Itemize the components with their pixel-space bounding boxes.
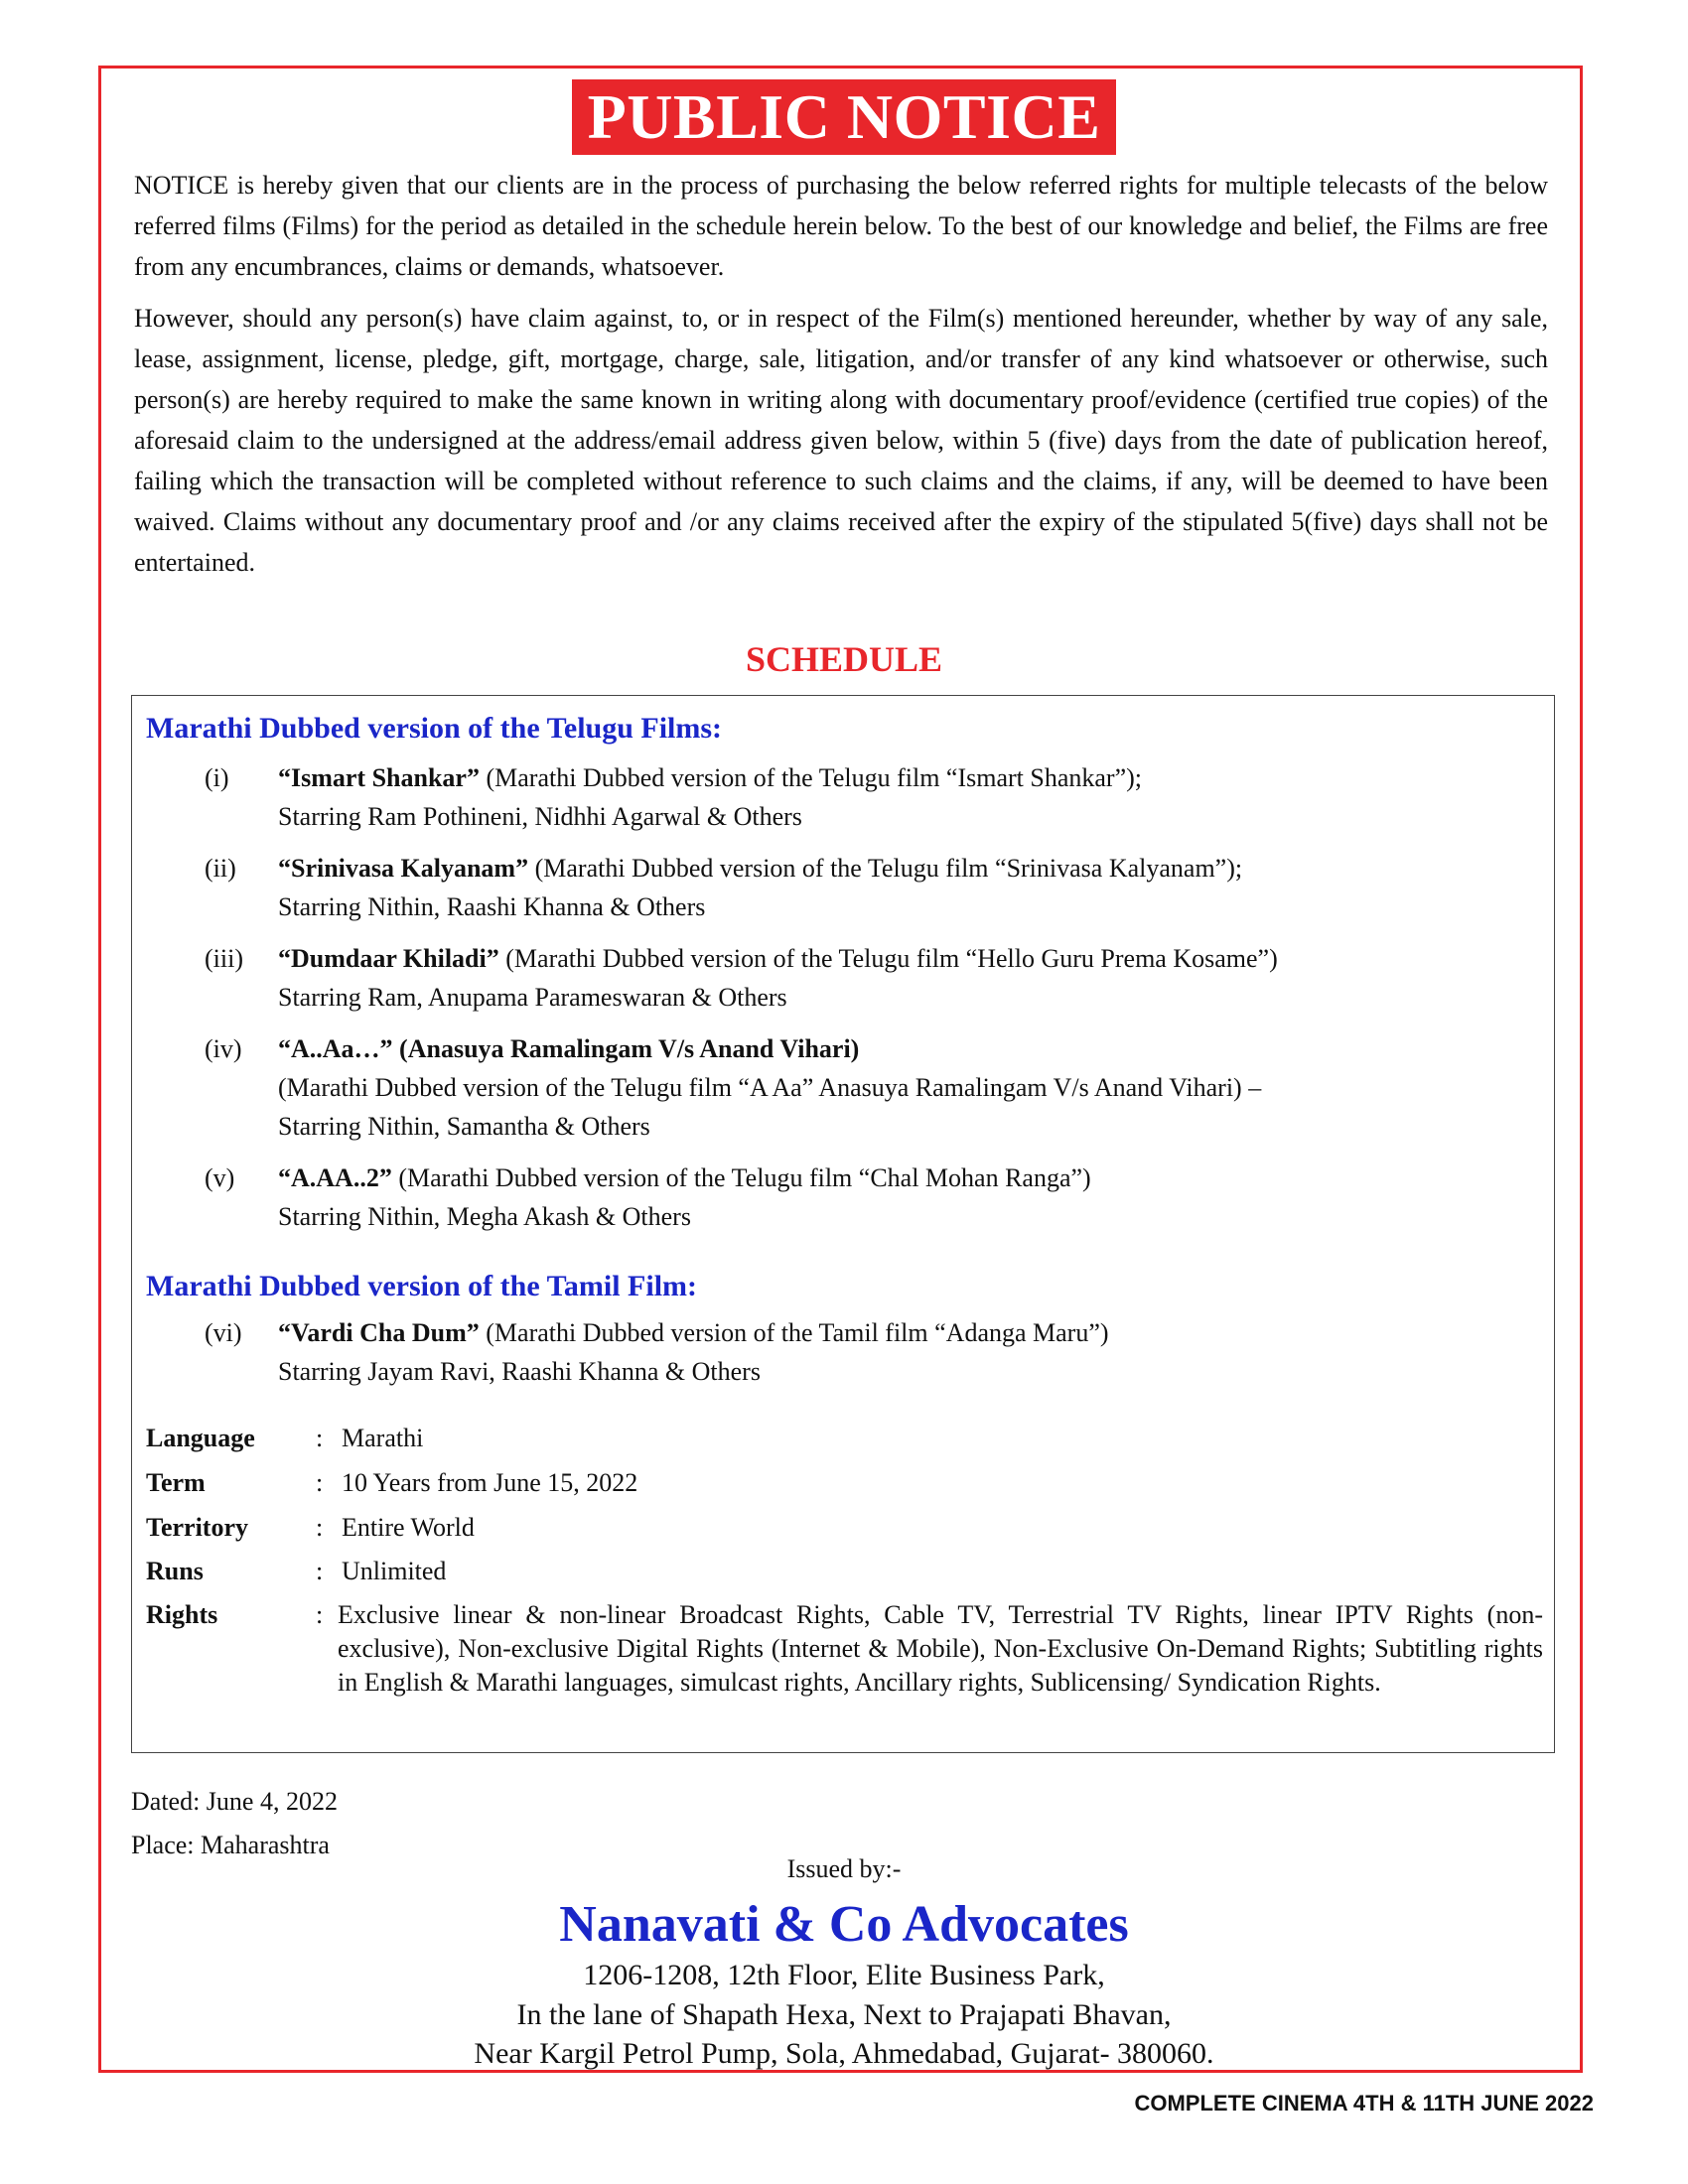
issued-by-label: Issued by:- [786,1854,902,1883]
item-number: (ii) [205,854,236,883]
rights-label: Rights [146,1600,218,1629]
publication-line: COMPLETE CINEMA 4TH & 11TH JUNE 2022 [1134,2091,1594,2116]
runs-value: Unlimited [342,1557,447,1585]
territory-label: Territory [146,1513,248,1542]
term-label: Term [146,1468,206,1497]
language-value: Marathi [342,1424,424,1452]
film-cast: Starring Ram Pothineni, Nidhhi Agarwal & Others [278,802,802,831]
address-line-2: In the lane of Shapath Hexa, Next to Prajapati Bhavan, [516,1998,1172,2031]
telugu-films-heading: Marathi Dubbed version of the Telugu Films: [146,712,723,745]
title-container [0,79,1688,155]
runs-label: Runs [146,1557,204,1585]
dated-line: Dated: June 4, 2022 [131,1787,338,1816]
film-description: (Marathi Dubbed version of the Telugu film “Srinivasa Kalyanam”); [528,854,1243,883]
film-cast: Starring Jayam Ravi, Raashi Khanna & Others [278,1357,761,1386]
item-number: (iv) [205,1034,242,1063]
colon: : [316,1557,324,1585]
tamil-film-heading: Marathi Dubbed version of the Tamil Film: [146,1270,698,1302]
colon: : [316,1468,324,1497]
item-number: (iii) [205,944,243,973]
film-title: “Vardi Cha Dum” [278,1318,480,1347]
film-title: “Dumdaar Khiladi” [278,944,499,973]
film-title: “A..Aa…” (Anasuya Ramalingam V/s Anand Vihari) [278,1034,860,1063]
notice-paragraph-1: NOTICE is hereby given that our clients are in the process of purchasing the below referred rights for multiple telecasts of the below referred films (Films) for the period as detailed in the schedule herein below. To the best of our knowledge and belief, the Films are free from any encumbrances, claims or demands, whatsoever. [134,171,1548,281]
address-line-1: 1206-1208, 12th Floor, Elite Business Park, [583,1959,1105,1991]
film-description: (Marathi Dubbed version of the Tamil film “Adanga Maru”) [479,1318,1109,1347]
film-description: (Marathi Dubbed version of the Telugu film “Ismart Shankar”); [479,763,1142,792]
colon: : [316,1600,324,1629]
public-notice-title: PUBLIC NOTICE [572,79,1117,155]
colon: : [316,1513,324,1542]
film-cast: Starring Nithin, Megha Akash & Others [278,1202,691,1231]
film-description: (Marathi Dubbed version of the Telugu film “A Aa” Anasuya Ramalingam V/s Anand Vihari) – [278,1073,1262,1102]
law-firm-name: Nanavati & Co Advocates [559,1896,1129,1953]
rights-value: Exclusive linear & non-linear Broadcast Rights, Cable TV, Terrestrial TV Rights, linear IPTV Rights (non-exclusive), Non-exclusive Digital Rights (Internet & Mobile), Non-Exclusive On-Demand Rights; Subtitling rights in English & Marathi languages, simulcast rights, Ancillary rights, Sublicensing/ Syndication Rights. [338,1600,1543,1697]
item-number: (vi) [205,1318,242,1347]
item-number: (i) [205,763,229,792]
film-cast: Starring Ram, Anupama Parameswaran & Others [278,983,787,1012]
film-cast: Starring Nithin, Raashi Khanna & Others [278,892,706,921]
film-cast: Starring Nithin, Samantha & Others [278,1112,650,1141]
place-line: Place: Maharashtra [131,1831,330,1859]
item-number: (v) [205,1163,235,1192]
colon: : [316,1424,324,1452]
film-title: “A.AA..2” [278,1163,392,1192]
film-description: (Marathi Dubbed version of the Telugu film “Hello Guru Prema Kosame”) [498,944,1278,973]
film-description: (Marathi Dubbed version of the Telugu film “Chal Mohan Ranga”) [391,1163,1091,1192]
language-label: Language [146,1424,255,1452]
film-title: “Srinivasa Kalyanam” [278,854,529,883]
territory-value: Entire World [342,1513,475,1542]
address-line-3: Near Kargil Petrol Pump, Sola, Ahmedabad, Gujarat- 380060. [474,2037,1214,2070]
film-title: “Ismart Shankar” [278,763,480,792]
schedule-heading: SCHEDULE [745,639,943,679]
notice-paragraph-2: However, should any person(s) have claim against, to, or in respect of the Film(s) mentioned hereunder, whether by way of any sale, lease, assignment, license, pledge, gift, mortgage, charge, sale, litigation, and/or transfer of any kind whatsoever or otherwise, such person(s) are hereby required to make the same known in writing along with documentary proof/evidence (certified true copies) of the aforesaid claim to the undersigned at the address/email address given below, within 5 (five) days from the date of publication hereof, failing which the transaction will be completed without reference to such claims and the claims, if any, will be deemed to have been waived. Claims without any documentary proof and /or any claims received after the expiry of the stipulated 5(five) days shall not be entertained. [134,304,1548,577]
term-value: 10 Years from June 15, 2022 [342,1468,638,1497]
